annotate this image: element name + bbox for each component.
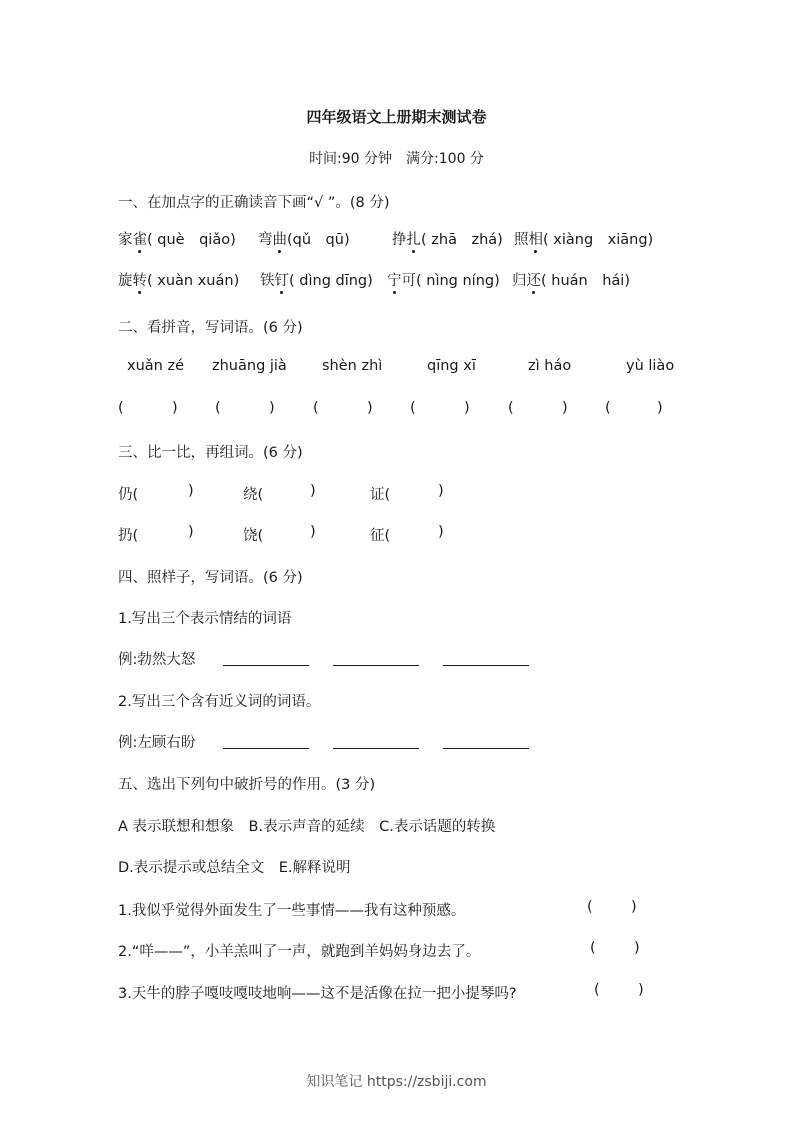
answer-bracket-close: ): [269, 400, 275, 416]
exam-time-score: 时间:90 分钟 满分:100 分: [309, 151, 484, 167]
answer-bracket-open: (: [594, 982, 600, 998]
dash-question-2: 2.“咩——”，小羊羔叫了一声，就跑到羊妈妈身边去了。: [118, 944, 481, 960]
compare-char: 绕(: [243, 487, 264, 503]
answer-bracket-close: ): [464, 400, 470, 416]
pronunciation-item: 照相( xiàng xiāng): [514, 232, 654, 248]
answer-bracket-open: (: [215, 400, 221, 416]
answer-bracket-open: (: [508, 400, 514, 416]
page-title: 四年级语文上册期末测试卷: [306, 108, 487, 126]
options-line-2: D.表示提示或总结全文 E.解释说明: [118, 860, 351, 876]
pronunciation-item: 弯曲(qǔ qū): [258, 232, 350, 248]
answer-blank[interactable]: [223, 651, 309, 666]
dash-question-3: 3.天牛的脖子嘎吱嘎吱地响——这不是活像在拉一把小提琴吗?: [118, 986, 517, 1002]
example-text: 例:左顾右盼: [118, 735, 196, 751]
answer-bracket-close: ): [310, 483, 316, 499]
section-1-heading: 一、在加点字的正确读音下画“√ ”。(8 分): [118, 195, 390, 211]
compare-char: 征(: [370, 528, 391, 544]
answer-bracket-open: (: [118, 400, 124, 416]
example-text: 例:勃然大怒: [118, 652, 196, 668]
compare-char: 扔(: [118, 528, 139, 544]
answer-bracket-close: ): [310, 524, 316, 540]
answer-blank[interactable]: [443, 651, 529, 666]
compare-char: 饶(: [243, 528, 264, 544]
pinyin-prompt: qīng xī: [427, 358, 476, 374]
pinyin-prompt: yù liào: [626, 358, 675, 374]
answer-bracket-open: (: [590, 940, 596, 956]
answer-blank[interactable]: [333, 651, 419, 666]
answer-bracket-close: ): [631, 899, 637, 915]
question-4-1: 1.写出三个表示情结的词语: [118, 611, 292, 627]
pronunciation-item: 家雀( què qiǎo): [118, 232, 236, 248]
pinyin-prompt: zhuāng jià: [212, 358, 287, 374]
pinyin-prompt: zì háo: [528, 358, 572, 374]
answer-bracket-close: ): [634, 940, 640, 956]
answer-blank[interactable]: [333, 734, 419, 749]
answer-bracket-open: (: [313, 400, 319, 416]
pronunciation-item: 铁钉( dìng dīng): [260, 273, 373, 289]
pinyin-prompt: xuǎn zé: [127, 358, 184, 374]
answer-bracket-close: ): [638, 982, 644, 998]
answer-bracket-close: ): [562, 400, 568, 416]
example-4-1: [118, 648, 529, 669]
section-3-heading: 三、比一比，再组词。(6 分): [118, 445, 303, 461]
answer-bracket-close: ): [657, 400, 663, 416]
answer-bracket-open: (: [605, 400, 611, 416]
answer-bracket-close: ): [188, 483, 194, 499]
question-4-2: 2.写出三个含有近义词的词语。: [118, 694, 321, 710]
answer-bracket-close: ): [438, 524, 444, 540]
answer-blank[interactable]: [443, 734, 529, 749]
pronunciation-item: 宁可( nìng níng): [387, 273, 500, 289]
answer-bracket-close: ): [367, 400, 373, 416]
answer-bracket-close: ): [172, 400, 178, 416]
answer-bracket-open: (: [587, 899, 593, 915]
answer-bracket-open: (: [410, 400, 416, 416]
pronunciation-item: 归还( huán hái): [512, 273, 630, 289]
pronunciation-item: 挣扎( zhā zhá): [392, 232, 503, 248]
footer-watermark: 知识笔记 https://zsbiji.com: [306, 1074, 487, 1090]
example-4-2: [118, 731, 529, 752]
compare-char: 证(: [370, 487, 391, 503]
section-2-heading: 二、看拼音，写词语。(6 分): [118, 320, 303, 336]
dash-question-1: 1.我似乎觉得外面发生了一些事情——我有这种预感。: [118, 903, 466, 919]
answer-bracket-close: ): [438, 483, 444, 499]
pronunciation-item: 旋转( xuàn xuán): [118, 273, 240, 289]
answer-blank[interactable]: [223, 734, 309, 749]
options-line-1: A 表示联想和想象 B.表示声音的延续 C.表示话题的转换: [118, 819, 496, 835]
section-5-heading: 五、选出下列句中破折号的作用。(3 分): [118, 777, 376, 793]
pinyin-prompt: shèn zhì: [322, 358, 383, 374]
compare-char: 仍(: [118, 487, 139, 503]
answer-bracket-close: ): [188, 524, 194, 540]
section-4-heading: 四、照样子，写词语。(6 分): [118, 570, 303, 586]
